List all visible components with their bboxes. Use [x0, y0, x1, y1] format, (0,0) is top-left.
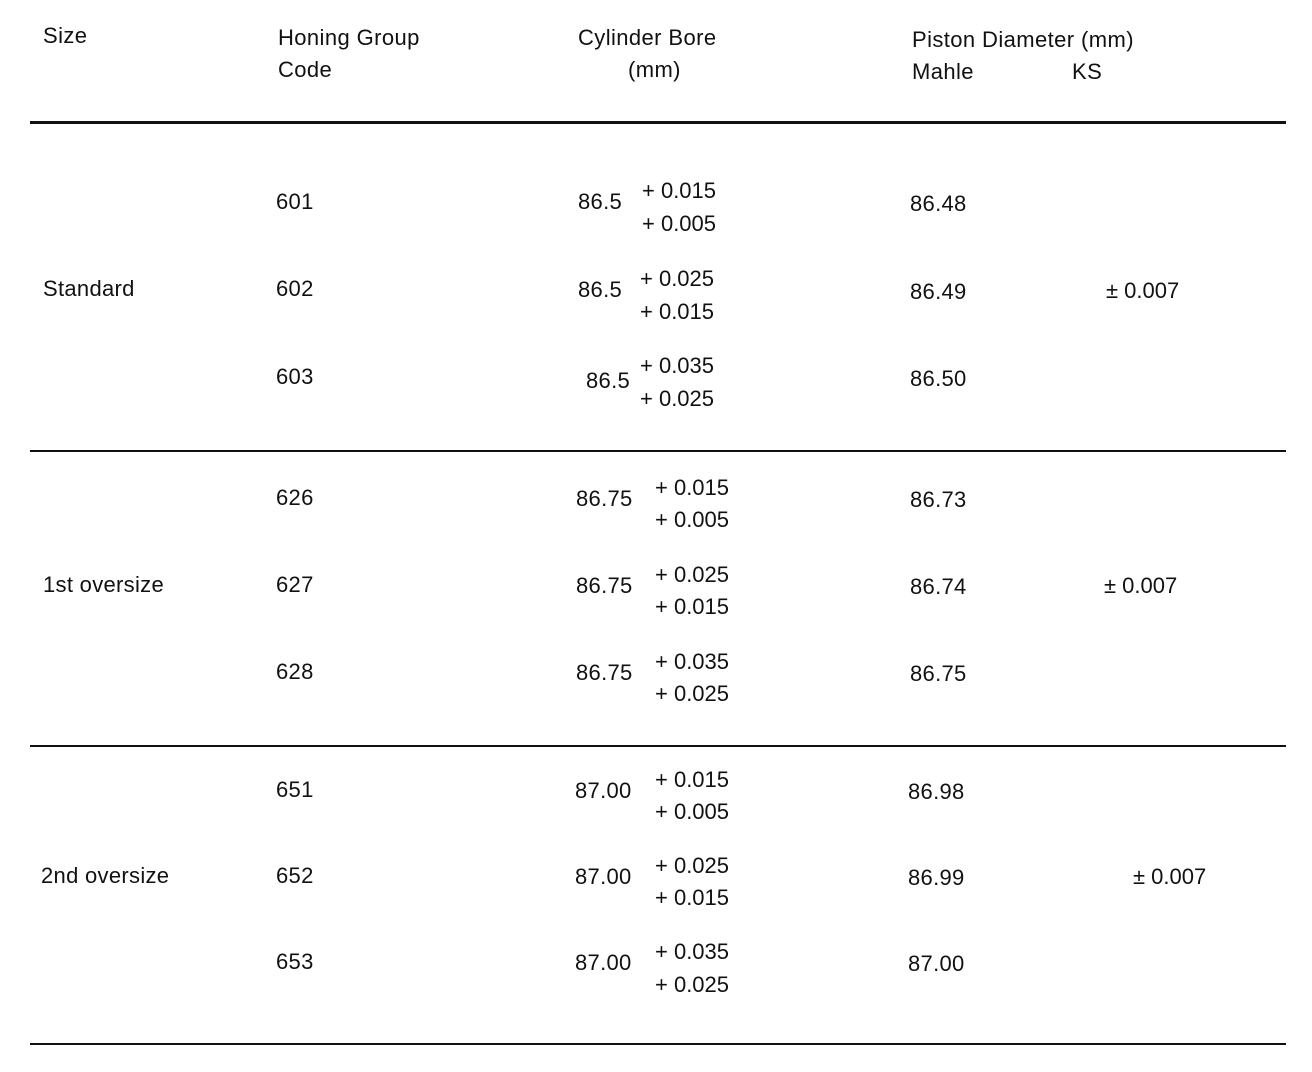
header-ks: KS — [1072, 59, 1103, 84]
bore-tolerance-upper: + 0.035 — [655, 649, 730, 674]
bore-tolerance-lower: + 0.005 — [655, 799, 730, 824]
bore-tolerance-lower: + 0.025 — [655, 681, 730, 706]
mahle-diameter: 86.73 — [910, 487, 967, 512]
bore-nominal: 87.00 — [575, 778, 632, 803]
bore-tolerance-lower: + 0.025 — [655, 972, 730, 997]
bore-tolerance-upper: + 0.025 — [655, 853, 730, 878]
mahle-diameter: 86.48 — [910, 191, 967, 216]
bore-nominal: 86.5 — [586, 368, 631, 393]
honing-code: 652 — [276, 863, 314, 888]
bore-tolerance-lower: + 0.005 — [642, 211, 717, 236]
group-divider — [30, 450, 1286, 452]
honing-code: 627 — [276, 572, 314, 597]
bore-tolerance-lower: + 0.005 — [655, 507, 730, 532]
bore-tolerance-upper: + 0.025 — [655, 562, 730, 587]
bore-nominal: 87.00 — [575, 950, 632, 975]
honing-code: 603 — [276, 364, 314, 389]
header-mahle: Mahle — [912, 59, 974, 84]
header-honing-code: Code — [278, 57, 333, 82]
bore-tolerance-upper: + 0.035 — [640, 353, 715, 378]
size-label-2nd-oversize: 2nd oversize — [41, 863, 170, 888]
mahle-diameter: 86.98 — [908, 779, 965, 804]
mahle-diameter: 86.49 — [910, 279, 967, 304]
header-bore-unit: (mm) — [628, 57, 681, 82]
mahle-diameter: 86.74 — [910, 574, 967, 599]
bore-nominal: 86.75 — [576, 573, 633, 598]
size-label-1st-oversize: 1st oversize — [43, 572, 164, 597]
bore-tolerance-lower: + 0.025 — [640, 386, 715, 411]
honing-code: 602 — [276, 276, 314, 301]
ks-tolerance: ± 0.007 — [1104, 573, 1178, 598]
bore-nominal: 86.5 — [578, 189, 623, 214]
group-divider — [30, 745, 1286, 747]
mahle-diameter: 86.75 — [910, 661, 967, 686]
bore-nominal: 86.75 — [576, 660, 633, 685]
bore-tolerance-lower: + 0.015 — [655, 885, 730, 910]
honing-code: 601 — [276, 189, 314, 214]
header-divider — [30, 121, 1286, 124]
ks-tolerance: ± 0.007 — [1106, 278, 1180, 303]
header-cylinder-bore: Cylinder Bore — [578, 25, 717, 50]
bore-tolerance-upper: + 0.015 — [642, 178, 717, 203]
honing-code: 628 — [276, 659, 314, 684]
size-label-standard: Standard — [43, 276, 135, 301]
honing-code: 653 — [276, 949, 314, 974]
ks-tolerance: ± 0.007 — [1133, 864, 1207, 889]
mahle-diameter: 86.50 — [910, 366, 967, 391]
bore-tolerance-upper: + 0.035 — [655, 939, 730, 964]
header-honing-group: Honing Group — [278, 25, 420, 50]
header-piston-diameter: Piston Diameter (mm) — [912, 27, 1134, 52]
honing-code: 626 — [276, 485, 314, 510]
bore-tolerance-lower: + 0.015 — [640, 299, 715, 324]
mahle-diameter: 87.00 — [908, 951, 965, 976]
bore-tolerance-lower: + 0.015 — [655, 594, 730, 619]
table-bottom-rule — [30, 1043, 1286, 1045]
header-size: Size — [43, 23, 88, 48]
bore-nominal: 86.5 — [578, 277, 623, 302]
bore-nominal: 86.75 — [576, 486, 633, 511]
honing-code: 651 — [276, 777, 314, 802]
bore-tolerance-upper: + 0.015 — [655, 767, 730, 792]
mahle-diameter: 86.99 — [908, 865, 965, 890]
bore-tolerance-upper: + 0.015 — [655, 475, 730, 500]
bore-tolerance-upper: + 0.025 — [640, 266, 715, 291]
bore-nominal: 87.00 — [575, 864, 632, 889]
